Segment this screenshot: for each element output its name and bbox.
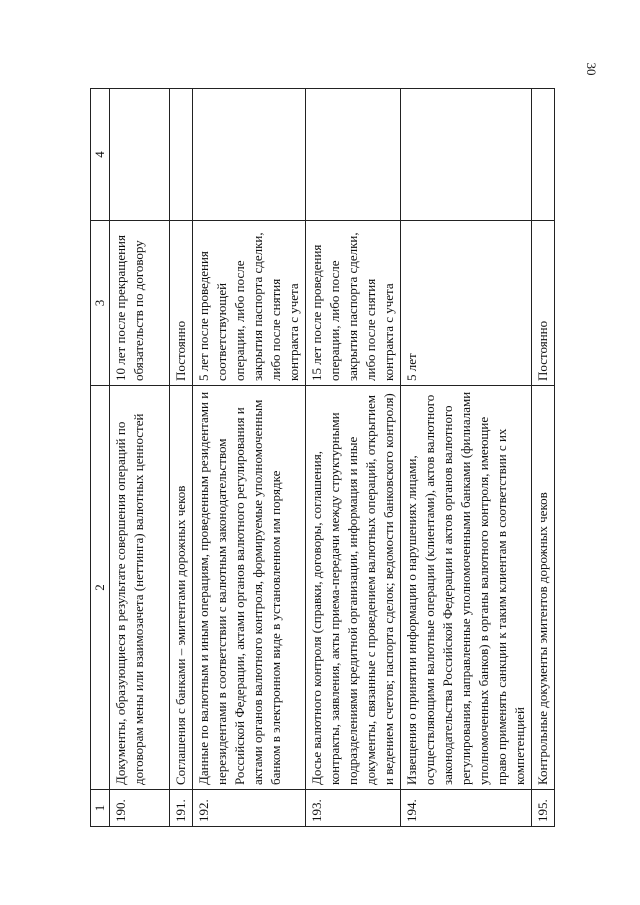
row-term: 10 лет после прекращения обязательств по договору bbox=[110, 221, 170, 386]
row-document: Данные по валютным и иным операциям, проведенным резидентами и нерезидентами в соответствии с валютным законодательством Российской Федерации, актами органов валютного регулирования и актами органов валютного контроля, формируемые уполномоченным банком в электронном виде в установленном им порядке bbox=[193, 386, 306, 790]
header-col-2: 2 bbox=[91, 386, 110, 790]
header-row bbox=[91, 89, 110, 827]
row-document: Извещения о принятии информации о нарушениях лицами, осуществляющими валютные операции (клиентами), актов валютного законодательства Российской Федерации и актов органов валютного регулирования, направленные уполномоченными банками (филиалами уполномоченных банков) в органы валютного контроля, имеющие право применять санкции к таким клиентам в соответствии с их компетенцией bbox=[401, 386, 532, 790]
retention-table bbox=[90, 88, 555, 827]
rotated-table-container bbox=[90, 89, 550, 827]
table-row bbox=[170, 89, 193, 827]
table-row bbox=[193, 89, 306, 827]
row-number: 190. bbox=[110, 790, 170, 827]
row-number: 194. bbox=[401, 790, 532, 827]
page-number: 30 bbox=[584, 62, 599, 76]
row-note bbox=[170, 89, 193, 221]
row-note bbox=[532, 89, 555, 221]
table-row bbox=[532, 89, 555, 827]
row-term: 5 лет после проведения соответствующей операции, либо после закрытия паспорта сделки, либо после снятия контракта с учета bbox=[193, 221, 306, 386]
row-note bbox=[306, 89, 401, 221]
table-row bbox=[401, 89, 532, 827]
row-document: Досье валютного контроля (справки, договоры, соглашения, контракты, заявления, акты приема-передачи между структурными подразделениями кредитной организации, информация и иные документы, связанные с проведением валютных операций, открытием и ведением счетов; паспорта сделок; ведомости банковского контроля) bbox=[306, 386, 401, 790]
row-term: Постоянно bbox=[170, 221, 193, 386]
row-number: 193. bbox=[306, 790, 401, 827]
row-note bbox=[193, 89, 306, 221]
row-document: Соглашения с банками – эмитентами дорожных чеков bbox=[170, 386, 193, 790]
header-col-3: 3 bbox=[91, 221, 110, 386]
row-term: 5 лет bbox=[401, 221, 532, 386]
row-number: 191. bbox=[170, 790, 193, 827]
row-number: 192. bbox=[193, 790, 306, 827]
table-row bbox=[306, 89, 401, 827]
table-row bbox=[110, 89, 170, 827]
header-col-4: 4 bbox=[91, 89, 110, 221]
row-number: 195. bbox=[532, 790, 555, 827]
row-document: Документы, образующиеся в результате совершения операций по договорам мены или взаимозачета (неттинга) валютных ценностей bbox=[110, 386, 170, 790]
row-document: Контрольные документы эмитентов дорожных чеков bbox=[532, 386, 555, 790]
row-term: 15 лет после проведения операции, либо после закрытия паспорта сделки, либо после снятия контракта с учета bbox=[306, 221, 401, 386]
row-term: Постоянно bbox=[532, 221, 555, 386]
row-note bbox=[110, 89, 170, 221]
header-col-1: 1 bbox=[91, 790, 110, 827]
row-note bbox=[401, 89, 532, 221]
